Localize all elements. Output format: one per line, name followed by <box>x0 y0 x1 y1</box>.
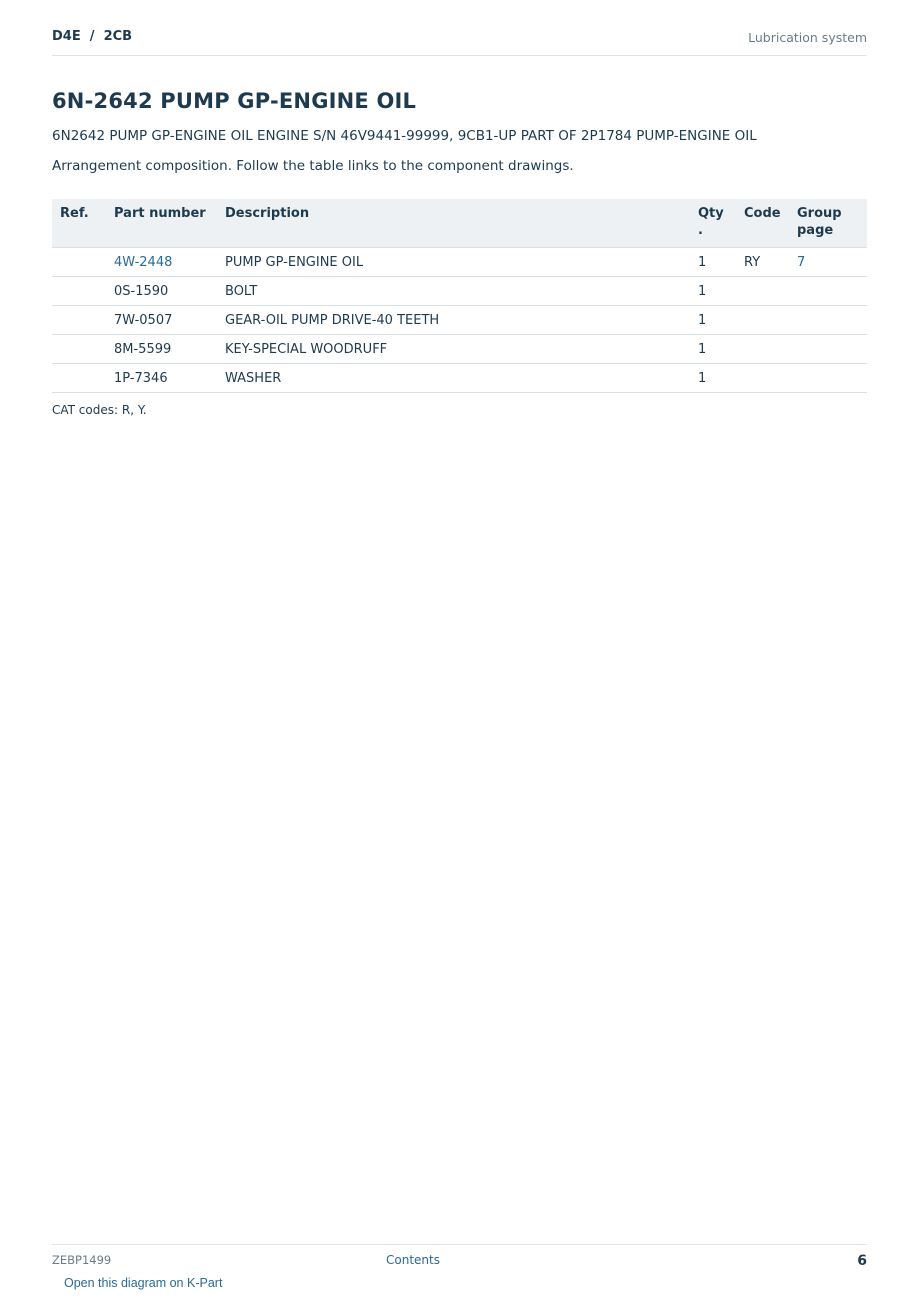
row-code <box>736 335 789 364</box>
row-group-page <box>789 364 867 393</box>
intro-text: Arrangement composition. Follow the table links to the component drawings. <box>52 158 574 174</box>
row-description: WASHER <box>217 364 690 393</box>
table-row <box>52 277 867 306</box>
row-ref <box>52 248 106 277</box>
row-ref <box>52 335 106 364</box>
parts-table <box>52 199 867 393</box>
row-ref <box>52 277 106 306</box>
row-qty: 1 <box>690 306 736 335</box>
row-part-number: 8M-5599 <box>106 335 217 364</box>
table-row <box>52 335 867 364</box>
header-group-line1: Group <box>797 206 842 221</box>
page-header <box>52 29 867 56</box>
row-code: RY <box>736 248 789 277</box>
row-description: KEY-SPECIAL WOODRUFF <box>217 335 690 364</box>
row-code <box>736 364 789 393</box>
header-code: Code <box>736 199 789 248</box>
row-ref <box>52 364 106 393</box>
table-row <box>52 306 867 335</box>
row-description: BOLT <box>217 277 690 306</box>
header-group-line2: page <box>797 223 834 238</box>
row-description: GEAR-OIL PUMP DRIVE-40 TEETH <box>217 306 690 335</box>
breadcrumb: D4E / 2CB <box>52 29 133 44</box>
section-name: Lubrication system <box>748 30 867 45</box>
header-qty <box>690 199 736 248</box>
header-description: Description <box>217 199 690 248</box>
part-number-link[interactable]: 4W-2448 <box>114 254 173 270</box>
row-qty: 1 <box>690 364 736 393</box>
row-code <box>736 306 789 335</box>
row-qty: 1 <box>690 335 736 364</box>
row-qty: 1 <box>690 277 736 306</box>
row-group-page <box>789 335 867 364</box>
table-row <box>52 248 867 277</box>
table-header-row <box>52 199 867 248</box>
row-part-number-cell <box>106 248 217 277</box>
row-group-page <box>789 306 867 335</box>
row-part-number: 0S-1590 <box>106 277 217 306</box>
header-group-page <box>789 199 867 248</box>
row-code <box>736 277 789 306</box>
header-part-number: Part number <box>106 199 217 248</box>
row-group-page <box>789 277 867 306</box>
cat-codes-note: CAT codes: R, Y. <box>52 403 147 417</box>
table-row <box>52 364 867 393</box>
contents-link[interactable]: Contents <box>386 1253 440 1267</box>
row-ref <box>52 306 106 335</box>
header-qty-line1: Qty <box>698 206 724 221</box>
header-qty-line2: . <box>698 223 703 238</box>
part-subtitle: 6N2642 PUMP GP-ENGINE OIL ENGINE S/N 46V9441-99999, 9CB1-UP PART OF 2P1784 PUMP-ENGINE OIL <box>52 128 757 144</box>
document-id: ZEBP1499 <box>52 1253 112 1267</box>
page-title: 6N-2642 PUMP GP-ENGINE OIL <box>52 89 417 113</box>
group-page-link[interactable]: 7 <box>797 254 806 270</box>
open-kpart-link[interactable]: Open this diagram on K-Part <box>64 1276 223 1290</box>
header-ref: Ref. <box>52 199 106 248</box>
row-part-number: 1P-7346 <box>106 364 217 393</box>
row-group-page-cell <box>789 248 867 277</box>
page-number: 6 <box>857 1253 867 1269</box>
row-part-number: 7W-0507 <box>106 306 217 335</box>
row-qty: 1 <box>690 248 736 277</box>
page-footer <box>52 1244 867 1275</box>
row-description: PUMP GP-ENGINE OIL <box>217 248 690 277</box>
